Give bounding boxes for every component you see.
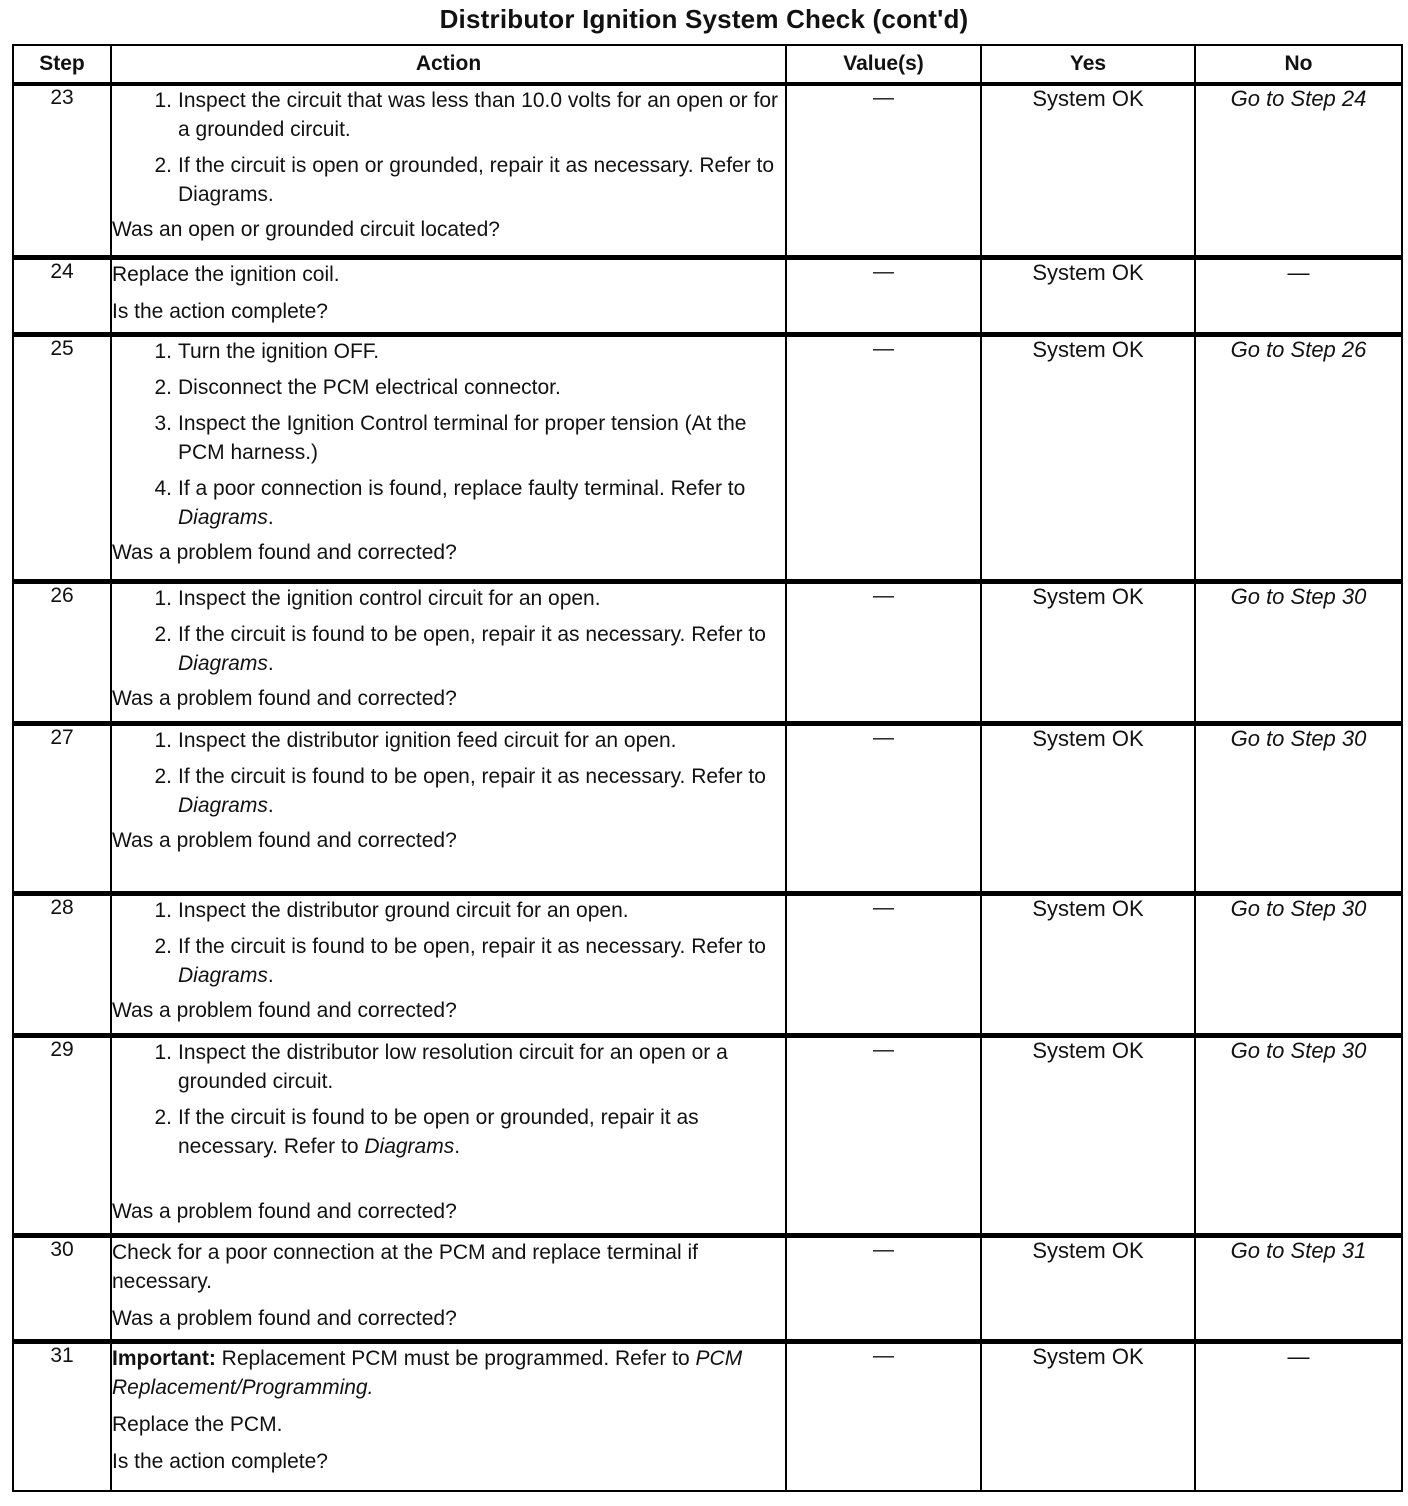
yes-cell: System OK <box>981 84 1195 257</box>
table-row <box>13 893 1402 1035</box>
question-text: Is the action complete? <box>112 1449 328 1473</box>
table-row <box>13 1341 1402 1491</box>
list-item: 2. If the circuit is found to be open or grounded, repair it as necessary. Refer to Diagrams. <box>154 1105 699 1158</box>
action-cell: Check for a poor connection at the PCM and replace terminal if necessary. Was a problem found and corrected? <box>111 1235 786 1341</box>
list-item: 2. If the circuit is found to be open, repair it as necessary. Refer to Diagrams. <box>154 934 766 987</box>
list-item: 1. Inspect the distributor low resolution circuit for an open or a grounded circuit. <box>154 1040 728 1093</box>
step-number: 28 <box>13 893 111 1035</box>
yes-cell: System OK <box>981 334 1195 581</box>
page-title: Distributor Ignition System Check (cont'd) <box>439 4 969 34</box>
no-cell: Go to Step 24 <box>1195 84 1402 257</box>
header-step: Step <box>13 45 111 84</box>
value-cell: — <box>786 581 981 723</box>
list-item: 3. Inspect the Ignition Control terminal for proper tension (At the PCM harness.) <box>154 411 747 464</box>
action-cell: Replace the ignition coil. Is the action complete? <box>111 257 786 334</box>
ignition-check-table <box>12 44 1403 1492</box>
yes-cell: System OK <box>981 1341 1195 1491</box>
list-item: 2. If the circuit is found to be open, repair it as necessary. Refer to Diagrams. <box>154 622 766 675</box>
value-cell: — <box>786 1035 981 1235</box>
step-number: 26 <box>13 581 111 723</box>
question-text: Is the action complete? <box>112 299 328 323</box>
step-number: 29 <box>13 1035 111 1235</box>
table-row <box>13 334 1402 581</box>
header-value: Value(s) <box>786 45 981 84</box>
list-item: 2. If the circuit is open or grounded, repair it as necessary. Refer to Diagrams. <box>154 154 775 206</box>
question-text: Was a problem found and corrected? <box>112 540 457 564</box>
value-cell: — <box>786 84 981 257</box>
yes-cell: System OK <box>981 1235 1195 1341</box>
important-note: Important: Replacement PCM must be programmed. Refer to PCM Replacement/Programming. <box>112 1346 743 1399</box>
list-item: 1. Turn the ignition OFF. <box>154 339 380 363</box>
value-cell: — <box>786 257 981 334</box>
list-item: 2. If the circuit is found to be open, repair it as necessary. Refer to Diagrams. <box>154 764 766 817</box>
table-row <box>13 723 1402 893</box>
yes-cell: System OK <box>981 257 1195 334</box>
no-cell: Go to Step 30 <box>1195 723 1402 893</box>
step-number: 23 <box>13 84 111 257</box>
yes-cell: System OK <box>981 1035 1195 1235</box>
question-text: Was a problem found and corrected? <box>112 1199 457 1223</box>
header-row <box>13 45 1402 84</box>
action-cell <box>111 723 786 893</box>
step-number: 24 <box>13 257 111 334</box>
no-cell: — <box>1195 257 1402 334</box>
question-text: Was a problem found and corrected? <box>112 998 457 1022</box>
step-number: 27 <box>13 723 111 893</box>
list-item: 1. Inspect the distributor ground circuit for an open. <box>154 898 629 922</box>
question-text: Was an open or grounded circuit located? <box>112 218 500 241</box>
step-number: 31 <box>13 1341 111 1491</box>
no-cell: Go to Step 30 <box>1195 1035 1402 1235</box>
header-no: No <box>1195 45 1402 84</box>
no-cell: Go to Step 26 <box>1195 334 1402 581</box>
list-item: 1. Inspect the circuit that was less than 10.0 volts for an open or for a grounded circuit. <box>154 89 778 141</box>
step-number: 30 <box>13 1235 111 1341</box>
no-cell: — <box>1195 1341 1402 1491</box>
value-cell: — <box>786 893 981 1035</box>
value-cell: — <box>786 1341 981 1491</box>
list-item: 1. Inspect the ignition control circuit for an open. <box>154 586 601 610</box>
yes-cell: System OK <box>981 893 1195 1035</box>
no-cell: Go to Step 30 <box>1195 893 1402 1035</box>
question-text: Was a problem found and corrected? <box>112 828 457 852</box>
action-cell <box>111 893 786 1035</box>
list-item: 4. If a poor connection is found, replace faulty terminal. Refer to Diagrams. <box>154 476 746 529</box>
list-item: 2. Disconnect the PCM electrical connector. <box>154 375 561 399</box>
header-yes: Yes <box>981 45 1195 84</box>
value-cell: — <box>786 1235 981 1341</box>
action-cell: Important: Replacement PCM must be programmed. Refer to PCM Replacement/Programming. Replace the PCM. Is the action complete? <box>111 1341 786 1491</box>
header-action: Action <box>111 45 786 84</box>
value-cell: — <box>786 334 981 581</box>
list-item: 1. Inspect the distributor ignition feed circuit for an open. <box>154 728 677 752</box>
value-cell: — <box>786 723 981 893</box>
yes-cell: System OK <box>981 723 1195 893</box>
table-row <box>13 581 1402 723</box>
question-text: Was a problem found and corrected? <box>112 686 457 710</box>
no-cell: Go to Step 31 <box>1195 1235 1402 1341</box>
table-row <box>13 1035 1402 1235</box>
question-text: Was a problem found and corrected? <box>112 1306 457 1330</box>
action-cell <box>111 84 786 257</box>
table-row <box>13 84 1402 257</box>
no-cell: Go to Step 30 <box>1195 581 1402 723</box>
table-row <box>13 1235 1402 1341</box>
action-cell <box>111 1035 786 1235</box>
action-cell <box>111 581 786 723</box>
table-row <box>13 257 1402 334</box>
action-cell <box>111 334 786 581</box>
yes-cell: System OK <box>981 581 1195 723</box>
step-number: 25 <box>13 334 111 581</box>
